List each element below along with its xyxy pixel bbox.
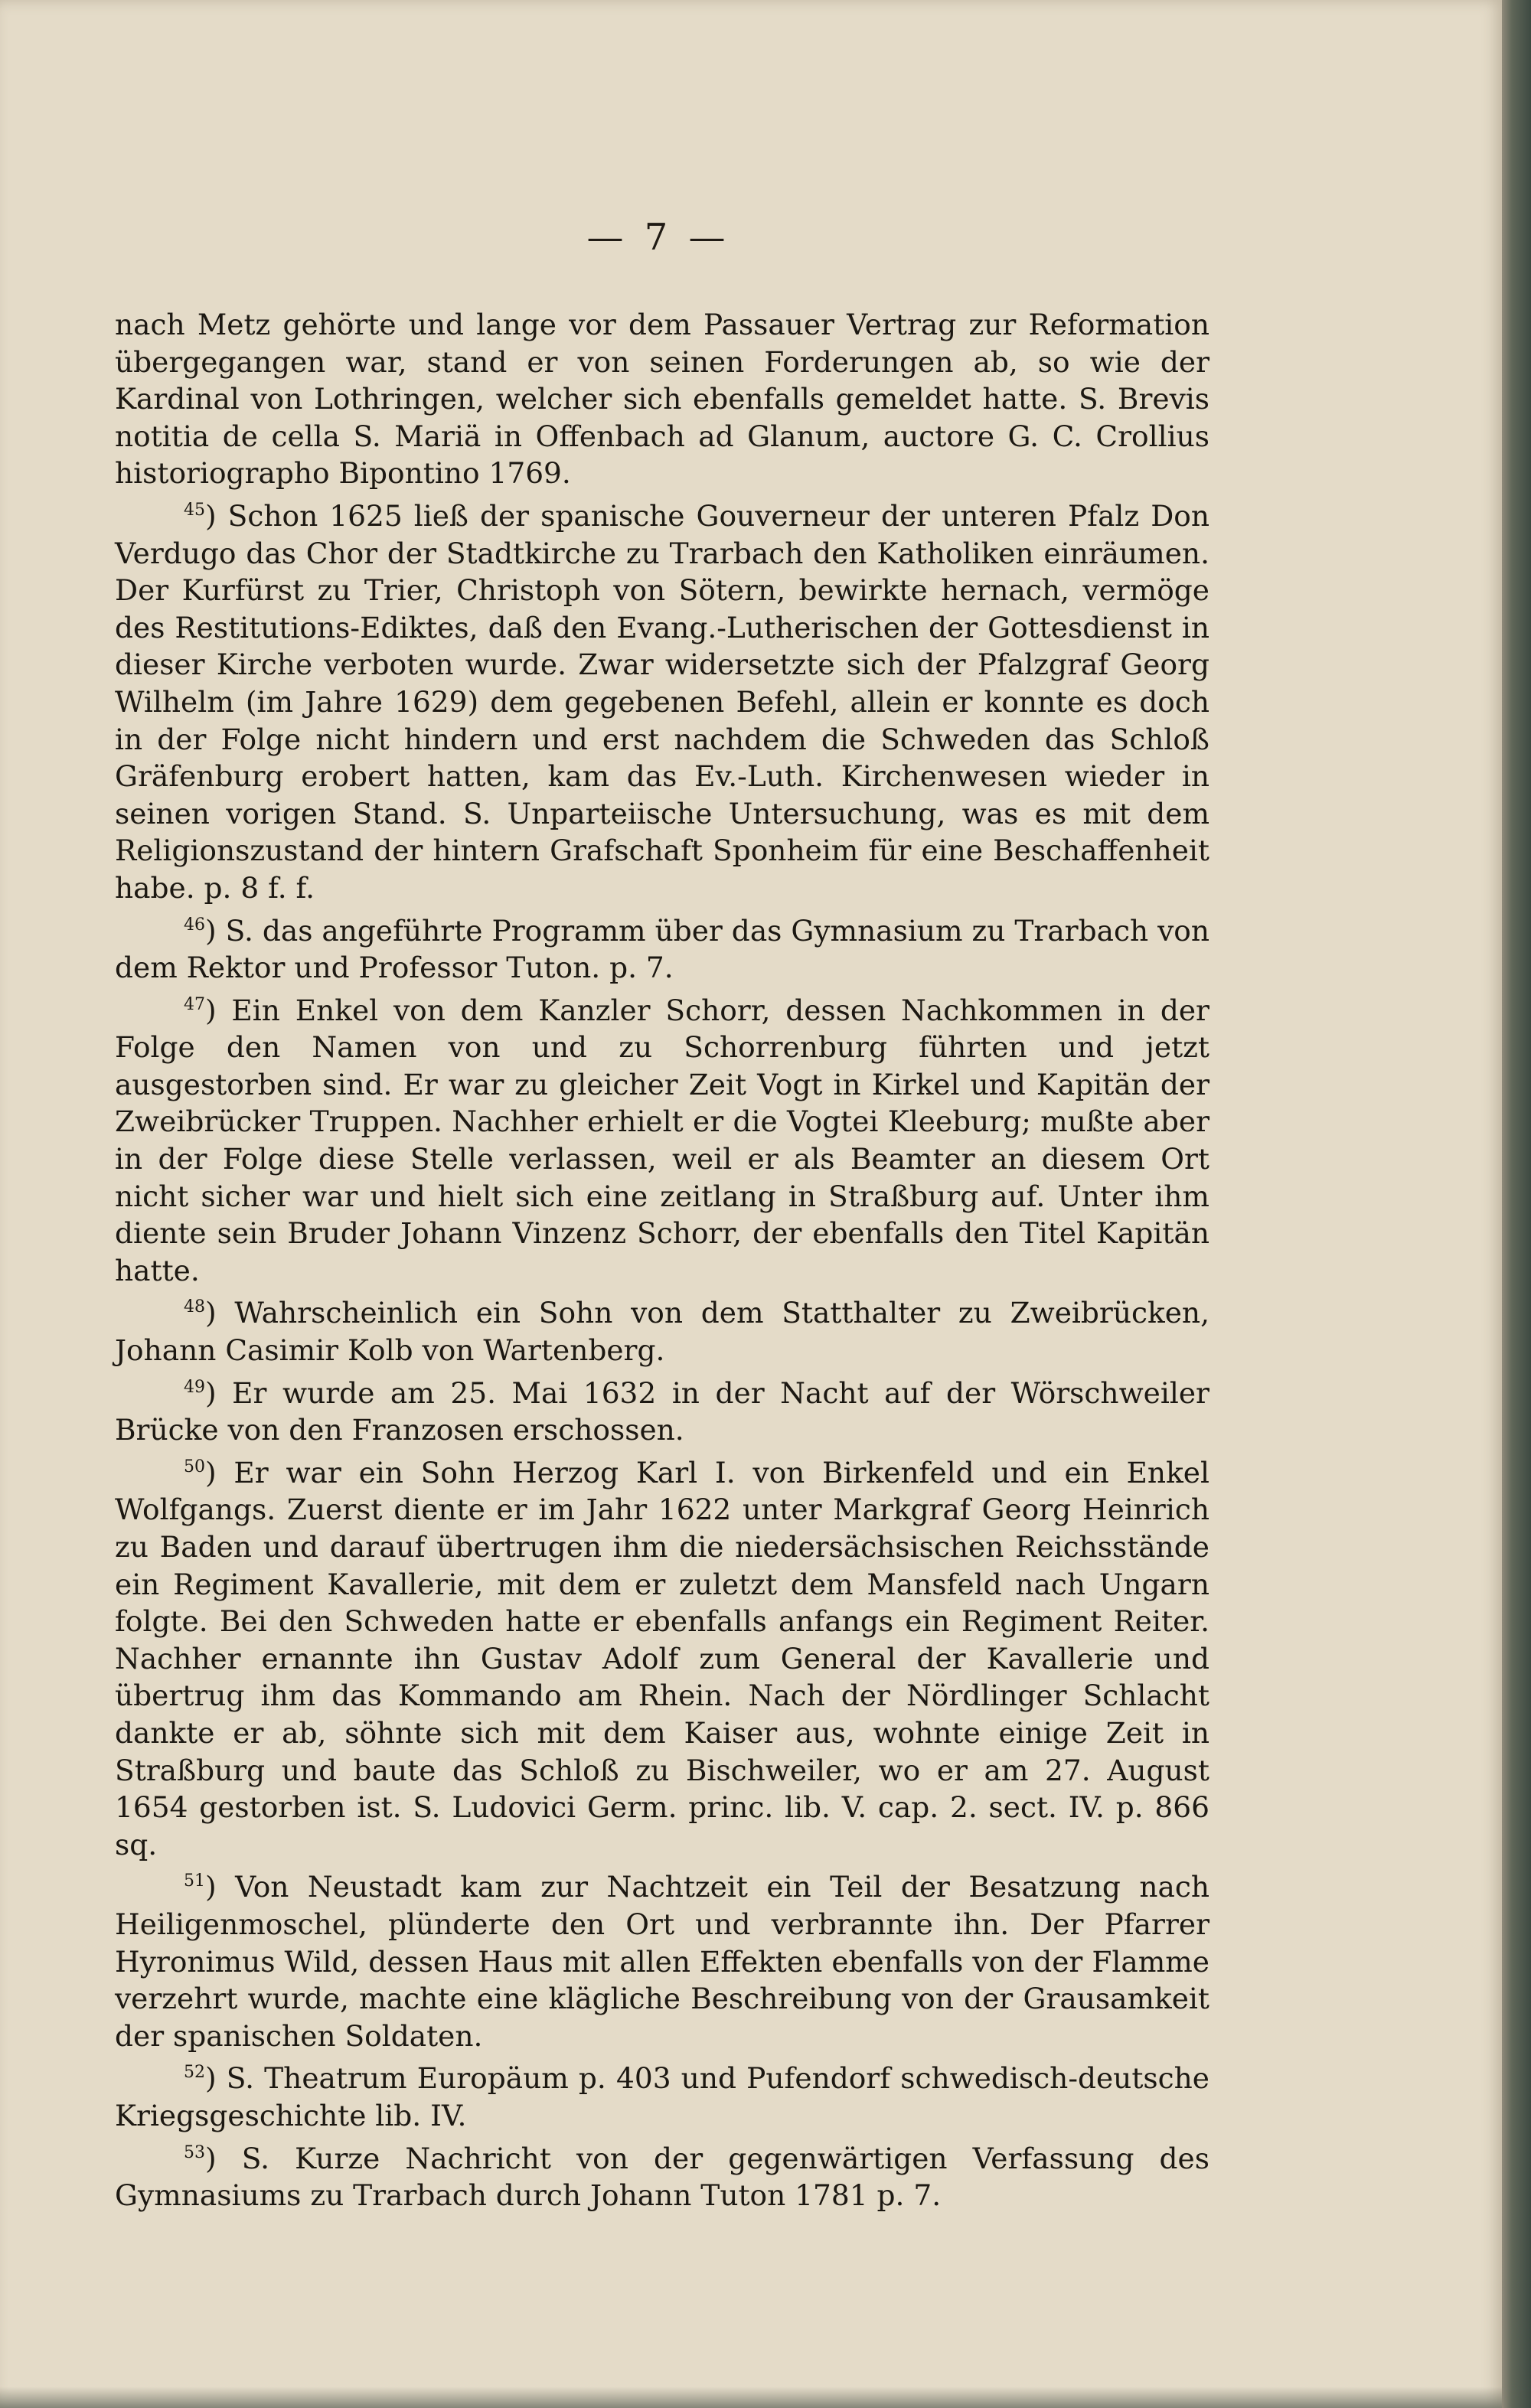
footnote-48: $^{48}$) Wahrscheinlich ein Sohn von dem Statthalter zu Zweibrücken, Johann Casimir Kolb von Wartenberg. bbox=[115, 1296, 1209, 1368]
footnote-number: 52 bbox=[184, 2063, 205, 2083]
continuation-paragraph: nach Metz gehörte und lange vor dem Passauer Vertrag zur Reformation übergegangen war, stand er von seinen Forderungen ab, so wie der Kardinal von Lothringen, welcher sich ebenfalls gemeldet hatte. S. Brevis notitia de cella S. Mariä in Offenbach ad Glanum, auctore G. C. Crollius historiographo Bipontino 1769. bbox=[115, 308, 1209, 491]
footnote-text: Schon 1625 ließ der spanische Gouverneur der unteren Pfalz Don Verdugo das Chor der Stadtkirche zu Trarbach den Katholiken einräumen. Der Kurfürst zu Trier, Christoph von Sötern, bewirkte hernach, vermöge des Restitutions-Ediktes, daß den Evang.-Lutherischen der Gottesdienst in dieser Kirche verboten wurde. Zwar widersetzte sich der Pfalzgraf Georg Wilhelm (im Jahre 1629) dem gegebenen Befehl, allein er konnte es doch in der Folge nicht hindern und erst nachdem die Schweden das Schloß Gräfenburg erobert hatten, kam das Ev.-Luth. Kirchenwesen wieder in seinen vorigen Stand. S. Unparteiische Untersuchung, was es mit dem Religionszustand der hintern Grafschaft Sponheim für eine Beschaffenheit habe. p. 8 f. f. bbox=[115, 498, 1209, 905]
page-number: — 7 — bbox=[586, 216, 730, 259]
footnote-47: $^{47}$) Ein Enkel von dem Kanzler Schorr, dessen Nachkommen in der Folge den Namen von und zu Schorrenburg führten und jetzt ausgestorben sind. Er war zu gleicher Zeit Vogt in Kirkel und Kapitän der Zweibrücker Truppen. Nachher erhielt er die Vogtei Kleeburg; mußte aber in der Folge diese Stelle verlassen, weil er als Beamter an diesem Ort nicht sicher war und hielt sich eine zeitlang in Straßburg auf. Unter ihm diente sein Bruder Johann Vinzenz Schorr, der ebenfalls den Titel Kapitän hatte. bbox=[115, 993, 1209, 1287]
footnote-number: 49 bbox=[184, 1377, 205, 1397]
footnote-52: $^{52}$) S. Theatrum Europäum p. 403 und Pufendorf schwedisch-deutsche Kriegsgeschichte lib. IV. bbox=[115, 2061, 1209, 2132]
footnote-text: S. das angeführte Programm über das Gymnasium zu Trarbach von dem Rektor und Professor Tuton. p. 7. bbox=[115, 913, 1209, 985]
page-bottom-edge bbox=[0, 2387, 1502, 2408]
footnote-text: Er war ein Sohn Herzog Karl I. von Birkenfeld und ein Enkel Wolfgangs. Zuerst diente er im Jahr 1622 unter Markgraf Georg Heinrich zu Baden und darauf übertrugen ihm die niedersächsischen Reichsstände ein Regiment Kavallerie, mit dem er zuletzt dem Mansfeld nach Ungarn folgte. Bei den Schweden hatte er ebenfalls anfangs ein Regiment Reiter. Nachher ernannte ihn Gustav Adolf zum General der Kavallerie und übertrug ihm das Kommando am Rhein. Nach der Nördlinger Schlacht dankte er ab, söhnte sich mit dem Kaiser aus, wohnte einige Zeit in Straßburg und baute das Schloß zu Bischweiler, wo er am 27. August 1654 gestorben ist. S. Ludovici Germ. princ. lib. V. cap. 2. sect. IV. p. 866 sq. bbox=[115, 1455, 1209, 1861]
footnote-text: S. Theatrum Europäum p. 403 und Pufendorf schwedisch-deutsche Kriegsgeschichte lib. IV. bbox=[115, 2061, 1209, 2132]
text-block bbox=[115, 306, 1209, 2214]
footnote-text: Ein Enkel von dem Kanzler Schorr, dessen Nachkommen in der Folge den Namen von und zu Schorrenburg führten und jetzt ausgestorben sind. Er war zu gleicher Zeit Vogt in Kirkel und Kapitän der Zweibrücker Truppen. Nachher erhielt er die Vogtei Kleeburg; mußte aber in der Folge diese Stelle verlassen, weil er als Beamter an diesem Ort nicht sicher war und hielt sich eine zeitlang in Straßburg auf. Unter ihm diente sein Bruder Johann Vinzenz Schorr, der ebenfalls den Titel Kapitän hatte. bbox=[115, 993, 1209, 1287]
footnote-number: 53 bbox=[184, 2142, 205, 2162]
footnote-50: $^{50}$) Er war ein Sohn Herzog Karl I. von Birkenfeld und ein Enkel Wolfgangs. Zuerst diente er im Jahr 1622 unter Markgraf Georg Heinrich zu Baden und darauf übertrugen ihm die niedersächsischen Reichsstände ein Regiment Kavallerie, mit dem er zuletzt dem Mansfeld nach Ungarn folgte. Bei den Schweden hatte er ebenfalls anfangs ein Regiment Reiter. Nachher ernannte ihn Gustav Adolf zum General der Kavallerie und übertrug ihm das Kommando am Rhein. Nach der Nördlinger Schlacht dankte er ab, söhnte sich mit dem Kaiser aus, wohnte einige Zeit in Straßburg und baute das Schloß zu Bischweiler, wo er am 27. August 1654 gestorben ist. S. Ludovici Germ. princ. lib. V. cap. 2. sect. IV. p. 866 sq. bbox=[115, 1455, 1209, 1861]
footnote-number: 50 bbox=[184, 1457, 205, 1476]
footnote-text: S. Kurze Nachricht von der gegenwärtigen Verfassung des Gymnasiums zu Trarbach durch Johann Tuton 1781 p. 7. bbox=[115, 2141, 1209, 2213]
footnote-45: $^{45}$) Schon 1625 ließ der spanische Gouverneur der unteren Pfalz Don Verdugo das Chor der Stadtkirche zu Trarbach den Katholiken einräumen. Der Kurfürst zu Trier, Christoph von Sötern, bewirkte hernach, vermöge des Restitutions-Ediktes, daß den Evang.-Lutherischen der Gottesdienst in dieser Kirche verboten wurde. Zwar widersetzte sich der Pfalzgraf Georg Wilhelm (im Jahre 1629) dem gegebenen Befehl, allein er konnte es doch in der Folge nicht hindern und erst nachdem die Schweden das Schloß Gräfenburg erobert hatten, kam das Ev.-Luth. Kirchenwesen wieder in seinen vorigen Stand. S. Unparteiische Untersuchung, was es mit dem Religionszustand der hintern Grafschaft Sponheim für eine Beschaffenheit habe. p. 8 f. f. bbox=[115, 498, 1209, 905]
footnote-51: $^{51}$) Von Neustadt kam zur Nachtzeit ein Teil der Besatzung nach Heiligenmoschel, plünderte den Ort und verbrannte ihn. Der Pfarrer Hyronimus Wild, dessen Haus mit allen Effekten ebenfalls von der Flamme verzehrt wurde, machte eine klägliche Beschreibung von der Grausamkeit der spanischen Soldaten. bbox=[115, 1870, 1209, 2053]
footnote-number: 47 bbox=[184, 994, 205, 1014]
footnote-number: 45 bbox=[184, 500, 205, 520]
footnote-46: $^{46}$) S. das angeführte Programm über das Gymnasium zu Trarbach von dem Rektor und Professor Tuton. p. 7. bbox=[115, 913, 1209, 985]
footnote-49: $^{49}$) Er wurde am 25. Mai 1632 in der Nacht auf der Wörschweiler Brücke von den Franzosen erschossen. bbox=[115, 1375, 1209, 1447]
footnote-text: Von Neustadt kam zur Nachtzeit ein Teil der Besatzung nach Heiligenmoschel, plünderte den Ort und verbrannte ihn. Der Pfarrer Hyronimus Wild, dessen Haus mit allen Effekten ebenfalls von der Flamme verzehrt wurde, machte eine klägliche Beschreibung von der Grausamkeit der spanischen Soldaten. bbox=[115, 1870, 1209, 2053]
footnote-53: $^{53}$) S. Kurze Nachricht von der gegenwärtigen Verfassung des Gymnasiums zu Trarbach durch Johann Tuton 1781 p. 7. bbox=[115, 2141, 1209, 2213]
footnote-number: 48 bbox=[184, 1297, 205, 1317]
footnote-text: Er wurde am 25. Mai 1632 in der Nacht auf der Wörschweiler Brücke von den Franzosen erschossen. bbox=[115, 1375, 1209, 1447]
footnote-number: 46 bbox=[184, 915, 205, 935]
footnote-text: Wahrscheinlich ein Sohn von dem Statthalter zu Zweibrücken, Johann Casimir Kolb von Wartenberg. bbox=[115, 1296, 1209, 1368]
footnote-number: 51 bbox=[184, 1871, 205, 1891]
book-binding-edge bbox=[1502, 0, 1531, 2408]
